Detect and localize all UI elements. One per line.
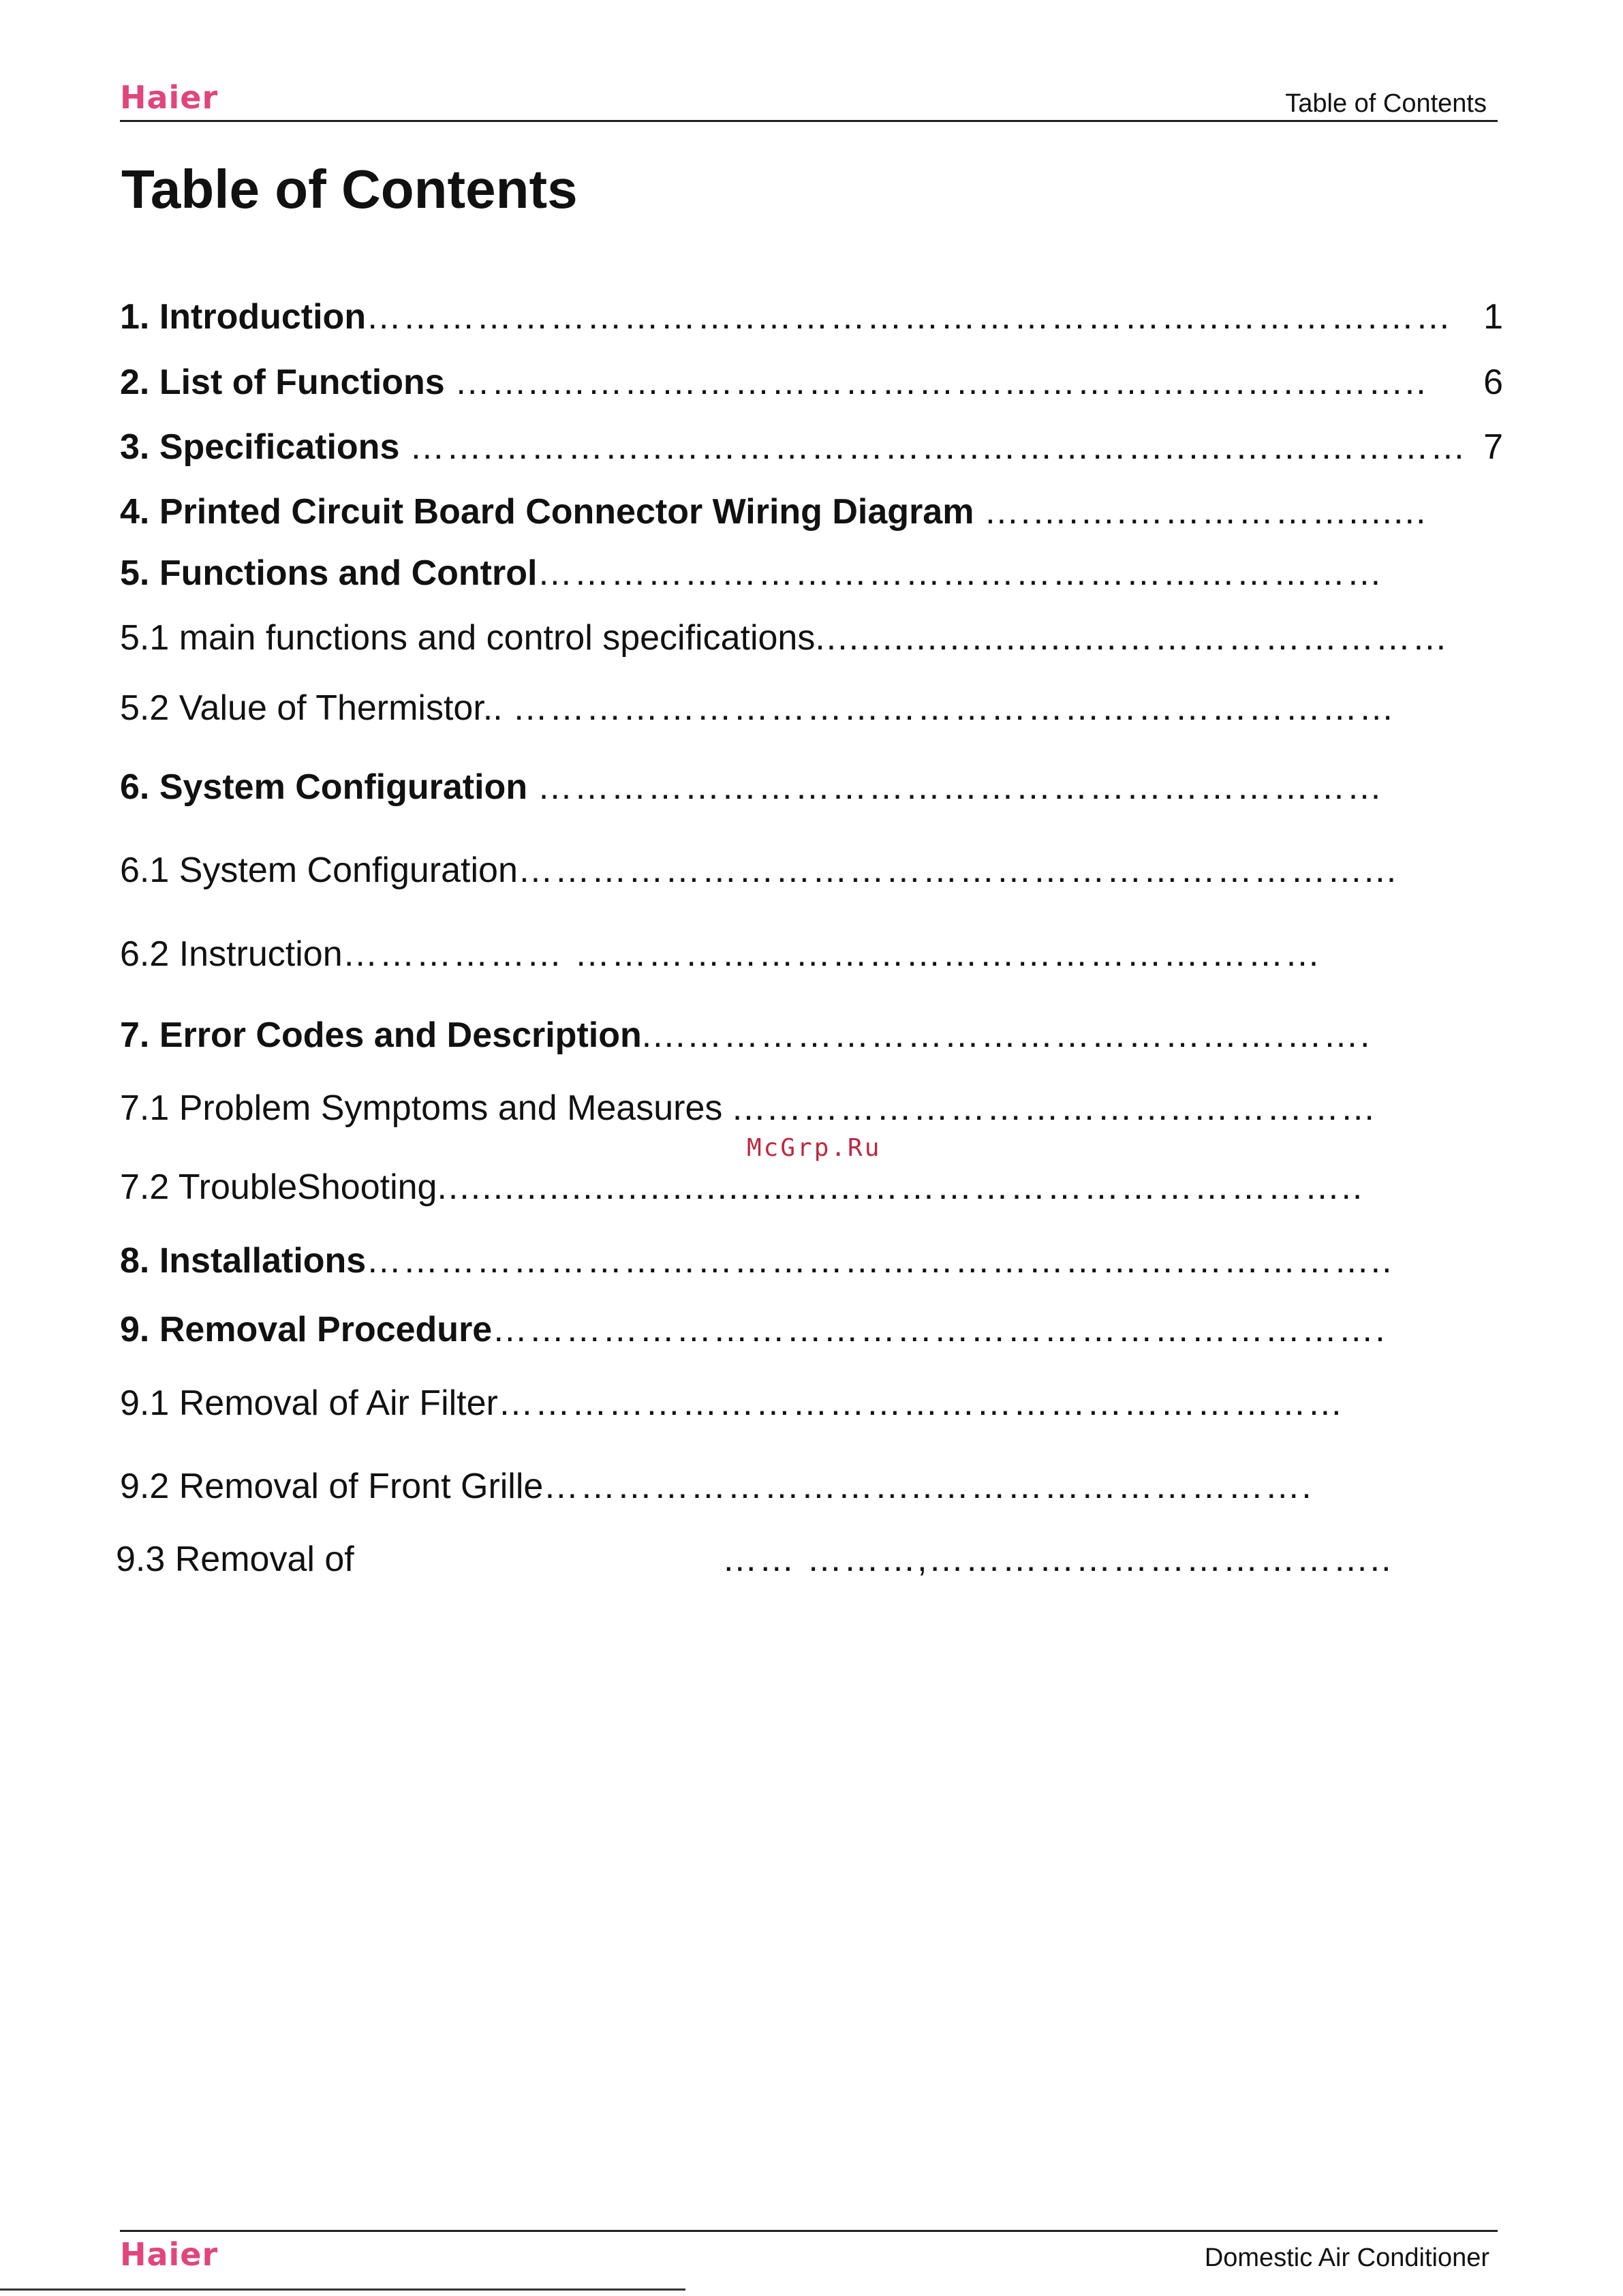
toc-label: 7. Error Codes and Description: [120, 1015, 642, 1055]
toc-leader: ……………………………………………………………: [537, 767, 1384, 807]
toc-entry-problem-symptoms[interactable]: [120, 1084, 1503, 1132]
toc-label: 7.1 Problem Symptoms and Measures: [120, 1088, 723, 1128]
toc-label: 6. System Configuration: [120, 767, 528, 807]
toc-entry-error-codes[interactable]: [120, 1011, 1503, 1059]
toc-label: 2. List of Functions: [120, 363, 445, 402]
toc-leader: …………………………..………………………….: [543, 1467, 1313, 1506]
toc-page-number: 7: [1472, 423, 1503, 471]
toc-entry-installations[interactable]: [120, 1237, 1503, 1285]
toc-leader: ……………………………………………………………: [497, 1383, 1344, 1423]
footer-title: Domestic Air Conditioner: [1204, 2244, 1489, 2272]
toc-label: 5.2 Value of Thermistor..: [120, 688, 503, 728]
toc-entry-removal-of[interactable]: [116, 1535, 1499, 1583]
toc-entry-value-of-thermistor[interactable]: [120, 684, 1503, 732]
toc-leader: ……………………………………………………………….: [492, 1310, 1387, 1349]
toc-label: 6.1 System Configuration: [120, 851, 518, 890]
toc-leader: ….….….……………….......: [983, 492, 1427, 532]
toc-leader: ...........................………………………: [815, 618, 1449, 658]
toc-leader: ……………… …………………………………………….………: [342, 934, 1322, 974]
toc-entry-troubleshooting[interactable]: [120, 1163, 1503, 1211]
toc-leader: ………………………………………………………………: [512, 688, 1396, 728]
toc-entry-instruction[interactable]: [120, 930, 1503, 978]
page-title: Table of Contents: [121, 159, 578, 219]
toc-leader: ……..……………………………….…………….….….………..: [454, 363, 1427, 402]
toc-leader: ……………………………………………………………...: [517, 851, 1398, 890]
toc-entry-pcb-wiring-diagram[interactable]: [120, 488, 1503, 536]
toc-label: 5. Functions and Control: [120, 553, 538, 593]
toc-entry-functions-and-control[interactable]: [120, 549, 1503, 597]
bottom-rule: [0, 2289, 685, 2291]
toc-label: 3. Specifications: [120, 427, 400, 467]
toc-leader: ...……………………………..……………: [732, 1088, 1378, 1128]
toc-entry-introduction[interactable]: [120, 293, 1503, 341]
toc-label: 9. Removal Procedure: [120, 1310, 493, 1349]
toc-entry-removal-air-filter[interactable]: [120, 1379, 1503, 1427]
toc-label: 9.1 Removal of Air Filter: [120, 1383, 498, 1423]
page-footer: [120, 2230, 1498, 2280]
toc-leader: ......................................…………………………………..: [437, 1167, 1364, 1207]
toc-entry-main-functions[interactable]: [120, 614, 1503, 662]
toc-leader: ……………………………………………………………: [537, 553, 1384, 593]
toc-leader: ....………………………………………….…….: [641, 1015, 1372, 1055]
toc-leader: …………………………..………………………………..………….……: [366, 297, 1453, 337]
toc-label: 8. Installations: [120, 1241, 367, 1281]
toc-leader: ………………………………………………………….……………..: [366, 1241, 1393, 1281]
toc-label: 6.2 Instruction: [120, 934, 343, 974]
haier-logo: Haier: [120, 2236, 219, 2273]
watermark: McGrp.Ru: [747, 1134, 882, 1162]
toc-leader: …… ………,………………………………..: [722, 1540, 1393, 1579]
toc-entry-removal-front-grille[interactable]: [120, 1463, 1503, 1510]
toc-label: 5.1 main functions and control specifications: [120, 618, 816, 658]
toc-label: 4. Printed Circuit Board Connector Wiring Diagram: [120, 492, 974, 532]
toc-entry-system-configuration-sub[interactable]: [120, 846, 1503, 894]
toc-label: 9.3 Removal of: [116, 1540, 354, 1579]
toc-label: 1. Introduction: [120, 297, 367, 337]
toc-entry-removal-procedure[interactable]: [120, 1306, 1503, 1353]
toc-leader: …….…………..……………………..……………..….…….…………: [409, 427, 1467, 467]
toc-entry-specifications[interactable]: [120, 423, 1503, 471]
toc-entry-system-configuration[interactable]: [120, 763, 1503, 811]
haier-logo: Haier: [120, 79, 219, 116]
header-title: Table of Contents: [1285, 89, 1487, 118]
toc-label: 7.2 TroubleShooting: [120, 1167, 437, 1207]
toc-page-number: 1: [1472, 293, 1503, 341]
toc-label: 9.2 Removal of Front Grille: [120, 1467, 544, 1506]
toc-page-number: 6: [1472, 358, 1503, 406]
toc-entry-list-of-functions[interactable]: [120, 358, 1503, 406]
